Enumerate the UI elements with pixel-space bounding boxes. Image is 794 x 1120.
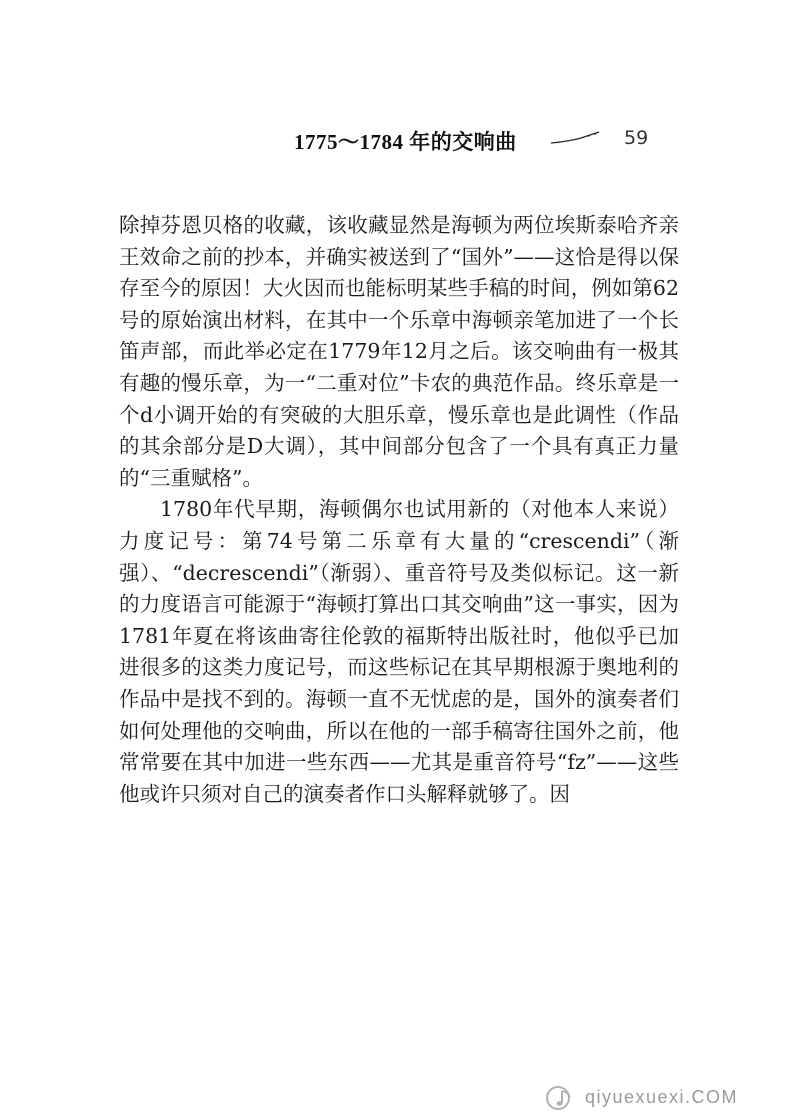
- watermark-text: qiyuexuexi.COM: [585, 1087, 739, 1107]
- paragraph: 1780年代早期，海顿偶尔也试用新的（对他本人来说）力度记号：第74号第二乐章有大量的“crescendi”（渐强）、“decrescendi”（渐弱）、重音符号及类似标记。这一新的力度语言可能源于“海顿打算出口其交响曲”这一事实，因为1781年夏在将该曲寄往伦敦的福斯特出版社时，他似乎已加进很多的这类力度记号，而这些标记在其早期根源于奥地利的作品中是找不到的。海顿一直不无忧虑的是，国外的演奏者们如何处理他的交响曲，所以在他的一部手稿寄往国外之前，他常常要在其中加进一些东西——尤其是重音符号“fz”——这些他或许只须对自己的演奏者作口头解释就够了。因: [119, 497, 679, 806]
- running-header: [294, 126, 654, 156]
- page-number: 59: [624, 127, 649, 149]
- decorative-flourish-icon: [549, 130, 601, 146]
- main-text-block: [119, 210, 679, 810]
- music-site-logo-icon: [545, 1085, 579, 1111]
- chapter-running-title: 1775～1784 年的交响曲: [294, 130, 517, 154]
- site-watermark: [545, 1085, 785, 1113]
- paragraph: 除掉芬恩贝格的收藏，该收藏显然是海顿为两位埃斯泰哈齐亲王效命之前的抄本，并确实被送到了“国外”——这恰是得以保存至今的原因！大火因而也能标明某些手稿的时间，例如第62号的原始演出材料，在其中一个乐章中海顿亲笔加进了一个长笛声部，而此举必定在1779年12月之后。该交响曲有一极其有趣的慢乐章，为一“二重对位”卡农的典范作品。终乐章是一个d小调开始的有突破的大胆乐章，慢乐章也是此调性（作品的其余部分是D大调），其中间部分包含了一个具有真正力量的“三重赋格”。: [119, 213, 679, 490]
